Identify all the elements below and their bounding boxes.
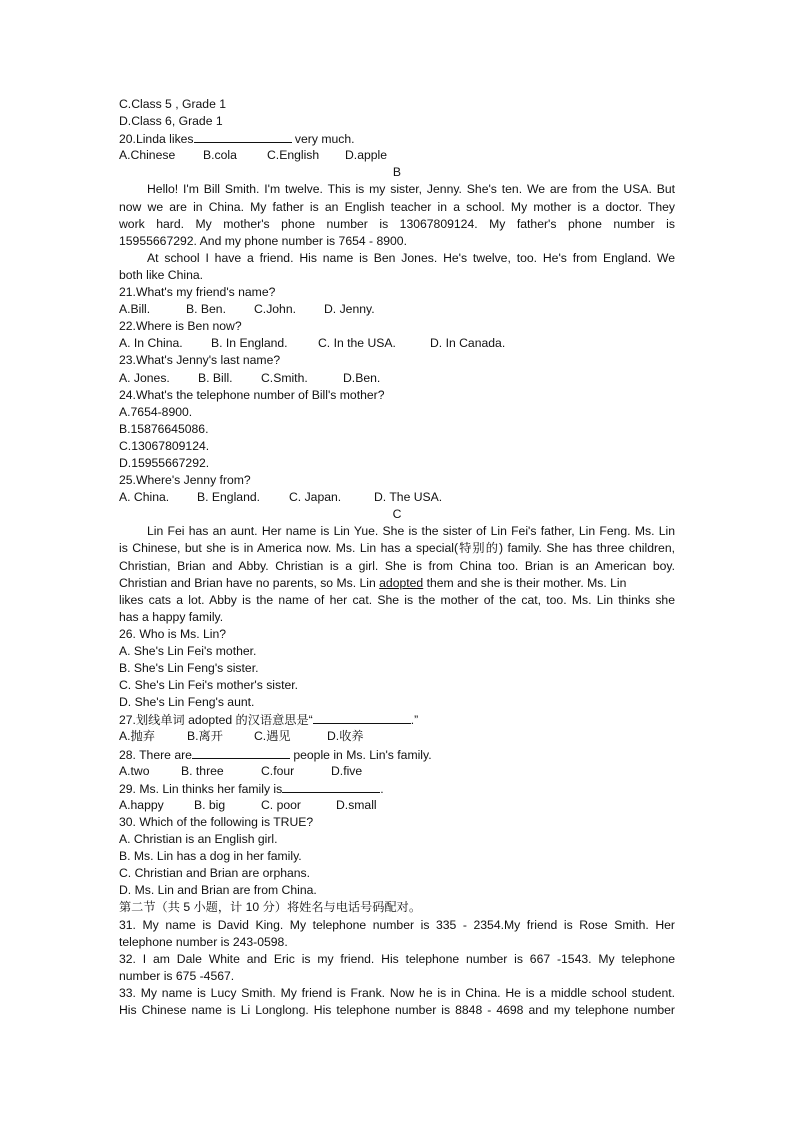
option: A. Jones. <box>119 370 170 385</box>
option: C. She's Lin Fei's mother's sister. <box>119 678 299 693</box>
passage-text: Christian and Brian have no parents, so Ms. Lin <box>119 575 380 590</box>
passage-line: telephone number is 243-0598. <box>119 934 288 949</box>
passage-line: work hard. My mother's phone number is 13067809124. My father's phone number is <box>119 216 675 231</box>
option: B. Ben. <box>186 302 226 317</box>
section-heading: 第二节（共 5 小题，计 10 分）将姓名与电话号码配对。 <box>119 900 422 915</box>
question-29 <box>119 780 675 797</box>
option: A. In China. <box>119 336 183 351</box>
option: A.7654-8900. <box>119 404 193 419</box>
option: D.15955667292. <box>119 455 210 470</box>
option: B. In England. <box>211 336 288 351</box>
options-21 <box>119 301 675 318</box>
passage-line <box>119 575 675 592</box>
options-28 <box>119 763 675 780</box>
option: A.Chinese <box>119 148 176 163</box>
question-28 <box>119 746 675 763</box>
question-text: .” <box>410 713 419 728</box>
passage-line: is Chinese, but she is in America now. Ms. Lin has a special(特别的) family. She has three children, <box>119 541 675 556</box>
options-22 <box>119 335 675 352</box>
option: C. In the USA. <box>318 336 396 351</box>
answer-blank <box>282 780 380 793</box>
option: D.收养 <box>327 729 364 744</box>
passage-line: has a happy family. <box>119 609 224 624</box>
passage-line: number is 675 -4567. <box>119 968 235 983</box>
underlined-word: adopted <box>379 575 424 590</box>
question-25: 25.Where's Jenny from? <box>119 473 251 488</box>
options-29 <box>119 797 675 814</box>
option: D.apple <box>345 148 388 163</box>
option: D.Ben. <box>343 370 381 385</box>
option: B. big <box>194 797 226 812</box>
option: A.Bill. <box>119 302 151 317</box>
question-text: 28. There are <box>119 747 192 762</box>
option: B. three <box>181 763 224 778</box>
answer-blank <box>313 711 411 724</box>
option: C. Japan. <box>289 490 342 505</box>
section-label: B <box>392 165 402 180</box>
question-text: . <box>380 781 384 796</box>
option: D. Ms. Lin and Brian are from China. <box>119 883 317 898</box>
option: C.four <box>261 763 295 778</box>
option: B. Bill. <box>198 370 233 385</box>
option: C.John. <box>254 302 297 317</box>
option: C.13067809124. <box>119 438 210 453</box>
option-line: C.Class 5 , Grade 1 <box>119 97 227 111</box>
options-27 <box>119 728 675 745</box>
option: C.遇见 <box>254 729 291 744</box>
option: A. She's Lin Fei's mother. <box>119 644 257 658</box>
option: D. She's Lin Feng's aunt. <box>119 695 255 710</box>
passage-line: At school I have a friend. His name is Ben Jones. He's twelve, too. He's from England. We <box>147 250 675 265</box>
option: D. In Canada. <box>430 336 506 351</box>
question-24: 24.What's the telephone number of Bill's mother? <box>119 387 385 402</box>
option: B.离开 <box>187 729 223 744</box>
question-26: 26. Who is Ms. Lin? <box>119 626 227 641</box>
option: A.two <box>119 763 150 778</box>
option: C.Smith. <box>261 370 308 385</box>
option: A. China. <box>119 490 170 505</box>
option: A.抛弃 <box>119 729 155 744</box>
passage-line: Lin Fei has an aunt. Her name is Lin Yue. She is the sister of Lin Fei's father, Lin Feng. Ms. Lin <box>147 524 675 539</box>
option: D. Jenny. <box>324 302 375 317</box>
answer-blank <box>194 130 292 143</box>
option: D. The USA. <box>374 490 443 505</box>
question-text: 20.Linda likes <box>119 132 194 147</box>
passage-line: 31. My name is David King. My telephone number is 335 - 2354.My friend is Rose Smith. Her <box>119 917 675 932</box>
passage-line: 15955667292. And my phone number is 7654 - 8900. <box>119 233 407 248</box>
passage-line: 33. My name is Lucy Smith. My friend is Frank. Now he is in China. He is a middle school student. <box>119 985 675 1000</box>
options-25 <box>119 489 675 506</box>
question-text: very much. <box>291 132 355 147</box>
option: D.five <box>331 763 363 778</box>
passage-line: both like China. <box>119 267 204 282</box>
passage-line: His Chinese name is Li Longlong. His telephone number is 8848 - 4698 and my telephone number <box>119 1002 675 1017</box>
option: A. Christian is an English girl. <box>119 832 278 847</box>
question-21: 21.What's my friend's name? <box>119 285 276 300</box>
option: C. poor <box>261 797 301 812</box>
question-20 <box>119 130 675 147</box>
exam-page <box>119 96 675 1019</box>
passage-line: likes cats a lot. Abby is the name of her cat. She is the mother of the cat, too. Ms. Lin thinks she <box>119 592 675 607</box>
passage-line: 32. I am Dale White and Eric is my friend. His telephone number is 667 -1543. My telephone <box>119 951 675 966</box>
passage-line: now we are in China. My father is an English teacher in a school. My mother is a doctor. They <box>119 199 675 214</box>
options-20 <box>119 147 675 164</box>
passage-line: Christian, Brian and Abby. Christian is a girl. She is from China too. Brian is an American boy. <box>119 558 675 573</box>
question-22: 22.Where is Ben now? <box>119 319 242 334</box>
question-text: 29. Ms. Lin thinks her family is <box>119 781 283 796</box>
question-text: people in Ms. Lin's family. <box>289 747 432 762</box>
option: B.cola <box>203 148 237 163</box>
question-27 <box>119 711 675 728</box>
option: B. England. <box>197 490 261 505</box>
option: C.English <box>267 148 320 163</box>
option: D.small <box>336 797 377 812</box>
section-label: C <box>392 507 402 522</box>
options-23 <box>119 370 675 387</box>
option: A.happy <box>119 797 164 812</box>
option: B. She's Lin Feng's sister. <box>119 661 259 676</box>
question-text: 27.划线单词 adopted 的汉语意思是“ <box>119 713 313 728</box>
option: B. Ms. Lin has a dog in her family. <box>119 849 302 864</box>
option-line: D.Class 6, Grade 1 <box>119 114 223 129</box>
question-23: 23.What's Jenny's last name? <box>119 353 281 368</box>
passage-line: Hello! I'm Bill Smith. I'm twelve. This is my sister, Jenny. She's ten. We are from the USA. But <box>147 182 675 197</box>
passage-text: them and she is their mother. Ms. Lin <box>423 575 627 590</box>
answer-blank <box>192 746 290 759</box>
option: C. Christian and Brian are orphans. <box>119 866 311 881</box>
option: B.15876645086. <box>119 421 209 436</box>
question-30: 30. Which of the following is TRUE? <box>119 814 314 829</box>
